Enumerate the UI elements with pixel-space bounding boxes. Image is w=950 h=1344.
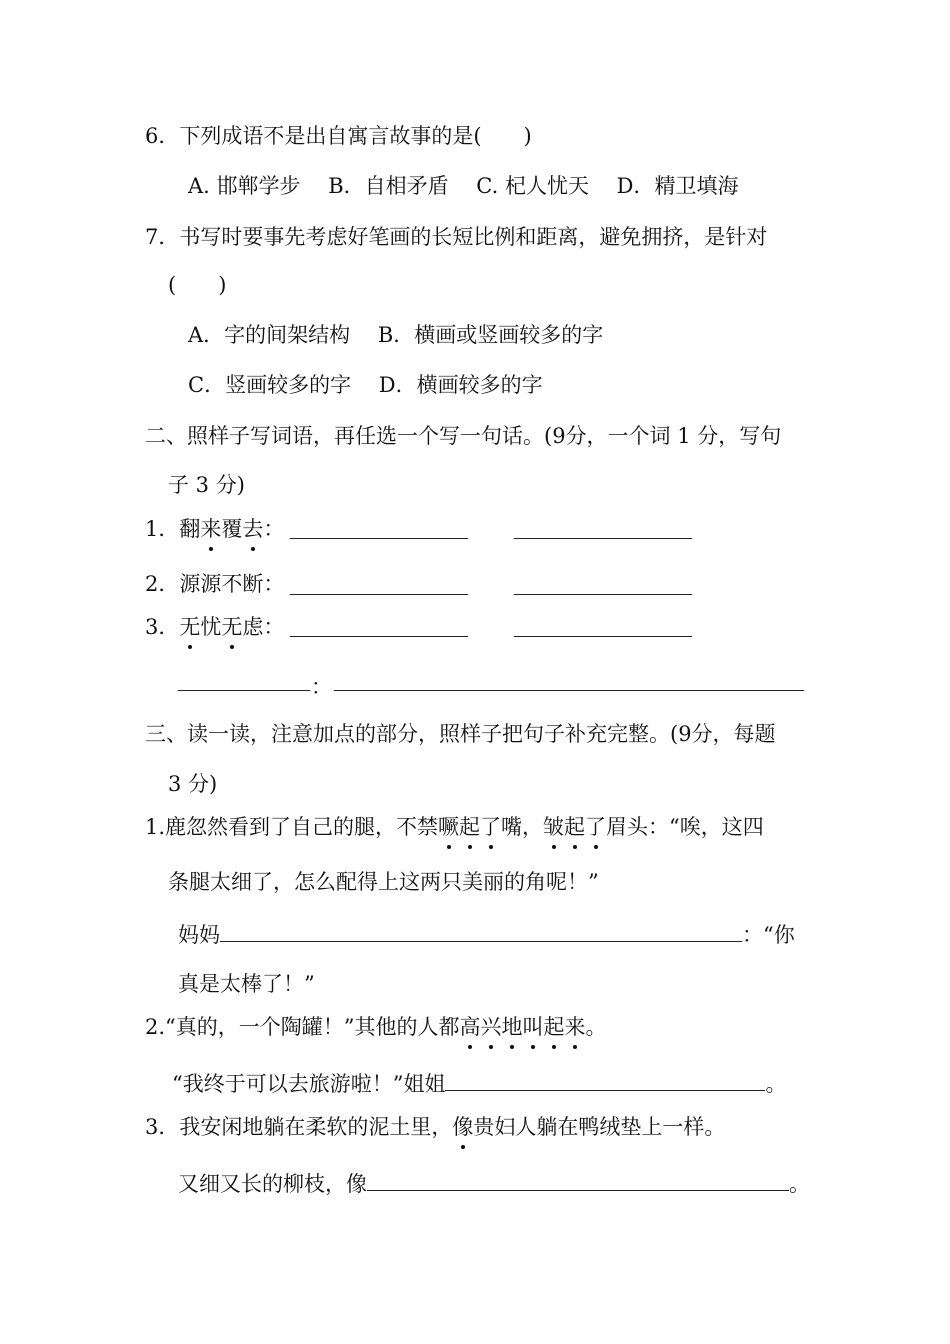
text: 。 bbox=[789, 1172, 810, 1196]
sentence-blank[interactable] bbox=[334, 690, 804, 691]
dotted-char: 像 bbox=[452, 1112, 473, 1142]
text: 。 bbox=[765, 1072, 787, 1096]
chosen-word-blank[interactable] bbox=[178, 690, 310, 691]
answer-blank[interactable] bbox=[290, 636, 468, 637]
dotted-char: 来 bbox=[200, 514, 221, 544]
answer-blank[interactable] bbox=[514, 538, 692, 539]
text: 贵妇人躺在鸭绒垫上一样。 bbox=[473, 1115, 726, 1139]
part2-item-2 bbox=[145, 569, 284, 599]
q7-paren: ( ) bbox=[168, 273, 227, 297]
answer-blank[interactable] bbox=[367, 1168, 789, 1191]
answer-blank[interactable] bbox=[290, 594, 468, 595]
q7-stem: 7．书写时要事先考虑好笔画的长短比例和距离，避免拥挤，是针对 bbox=[145, 225, 768, 249]
dotted-char: 起 bbox=[459, 812, 480, 842]
word: 源源不断 bbox=[179, 572, 264, 596]
text: “我终于可以去旅游啦！”姐姐 bbox=[172, 1072, 446, 1096]
answer-blank[interactable] bbox=[445, 1068, 765, 1091]
dotted-phrase bbox=[543, 815, 606, 839]
q7-options-ab: A．字的间架结构 B．横画或竖画较多的字 bbox=[188, 323, 604, 347]
text: 眉头：“唉，这四 bbox=[606, 815, 764, 839]
colon: ： bbox=[263, 572, 285, 596]
part2-title: 二、照样子写词语，再任选一个写一句话。(9分，一个词 1 分，写句 bbox=[145, 424, 782, 448]
part3-q1-line2: 条腿太细了，怎么配得上这两只美丽的角呢！” bbox=[168, 870, 599, 894]
dotted-char: 无 bbox=[179, 612, 200, 642]
text: 又细又长的柳枝，像 bbox=[178, 1172, 367, 1196]
word-char: 翻 bbox=[179, 517, 201, 541]
part3-title: 三、读一读，注意加点的部分，照样子把句子补充完整。(9分，每题 bbox=[145, 722, 776, 746]
dotted-char: 兴 bbox=[481, 1012, 502, 1042]
text: 。 bbox=[585, 1015, 607, 1039]
dotted-char: 起 bbox=[544, 1012, 565, 1042]
dotted-char: 了 bbox=[585, 812, 606, 842]
part3-title-cont: 3 分) bbox=[168, 772, 218, 796]
dotted-char: 高 bbox=[460, 1012, 481, 1042]
q7-options-cd: C．竖画较多的字 D．横画较多的字 bbox=[188, 373, 543, 397]
text: 1.鹿忽然看到了自己的腿，不禁 bbox=[145, 815, 439, 839]
colon: ： bbox=[263, 517, 285, 541]
q6-options: A. 邯郸学步 B．自相矛盾 C. 杞人忧天 D．精卫填海 bbox=[188, 174, 739, 198]
text: 2.“真的，一个陶罐！”其他的人都 bbox=[145, 1015, 460, 1039]
word-char: 覆 bbox=[221, 517, 243, 541]
colon: ： bbox=[263, 615, 285, 639]
dotted-phrase bbox=[438, 815, 501, 839]
item-number: 1． bbox=[145, 517, 180, 541]
part3-q1-line1 bbox=[145, 812, 764, 842]
part2-title-cont: 子 3 分) bbox=[168, 473, 245, 497]
part3-q1-answer-line2: 真是太棒了！” bbox=[178, 972, 315, 996]
part3-q2-line1 bbox=[145, 1012, 607, 1042]
part3-q2-answer bbox=[172, 1068, 786, 1099]
dotted-char: 了 bbox=[480, 812, 501, 842]
dotted-char: 地 bbox=[502, 1012, 523, 1042]
sentence-colon: ： bbox=[311, 675, 332, 699]
part2-item-3 bbox=[145, 612, 284, 642]
word-char: 虑 bbox=[242, 615, 264, 639]
text: 妈妈 bbox=[178, 923, 220, 947]
part3-q3-line1 bbox=[145, 1112, 725, 1142]
dotted-char: 无 bbox=[221, 612, 242, 642]
answer-blank[interactable] bbox=[290, 538, 468, 539]
dotted-char: 去 bbox=[242, 514, 263, 544]
part3-q3-answer bbox=[178, 1168, 810, 1199]
dotted-phrase bbox=[460, 1015, 586, 1039]
answer-blank[interactable] bbox=[514, 636, 692, 637]
text: 嘴， bbox=[501, 815, 544, 839]
answer-blank[interactable] bbox=[514, 594, 692, 595]
part3-q1-answer bbox=[178, 919, 795, 950]
item-number: 2． bbox=[145, 572, 180, 596]
dotted-char: 起 bbox=[564, 812, 585, 842]
part2-item-1 bbox=[145, 514, 284, 544]
dotted-char: 叫 bbox=[523, 1012, 544, 1042]
word-char: 忧 bbox=[200, 615, 222, 639]
dotted-char: 来 bbox=[565, 1012, 586, 1042]
q6-stem: 6．下列成语不是出自寓言故事的是( ) bbox=[145, 124, 532, 148]
answer-blank[interactable] bbox=[220, 919, 742, 942]
text: ：“你 bbox=[742, 923, 795, 947]
dotted-phrase bbox=[452, 1115, 473, 1139]
dotted-char: 皱 bbox=[543, 812, 564, 842]
item-number: 3． bbox=[145, 615, 180, 639]
dotted-char: 噘 bbox=[438, 812, 459, 842]
text: 3．我安闲地躺在柔软的泥土里， bbox=[145, 1115, 453, 1139]
